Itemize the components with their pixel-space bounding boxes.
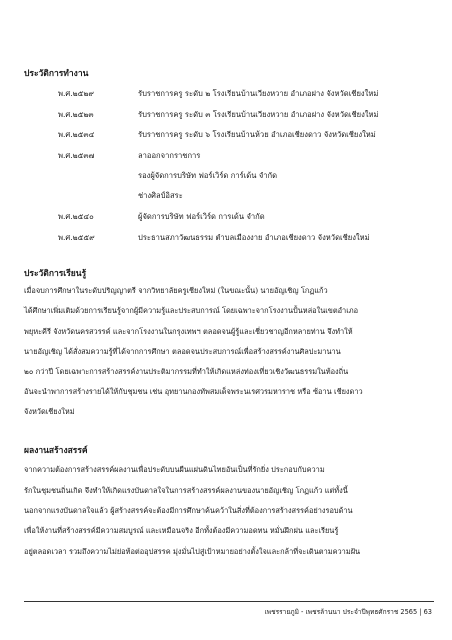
work-history-year: พ.ศ.๒๕๕๙ bbox=[58, 233, 95, 242]
learning-history-line: นายอัญเชิญ ได้สั่งสมความรู้ที่ได้จากการศึกษา ตลอดจนประสบการณ์เพื่อสร้างสรรค์งานศิลปะมานาน bbox=[24, 347, 341, 356]
work-history-year: พ.ศ.๒๕๒๙ bbox=[58, 89, 94, 98]
learning-history-line: พยุหะคีรี จังหวัดนครสวรรค์ และจากโรงงานในกรุงเทพฯ ตลอดจนผู้รู้และเชี่ยวชาญอีกหลายท่าน จึงทำให้ bbox=[24, 327, 353, 336]
page-footer: เพชรรายภูมิ - เพชรล้านนา ประจำปีพุทธศักราช 2565 | 63 bbox=[264, 608, 432, 616]
learning-history-line: ๒๐ กว่าปี โดยเฉพาะการสร้างสรรค์งานประติมากรรมที่ทำให้เกิดแหล่งท่องเที่ยวเชิงวัฒนธรรมในท้องถิ่น bbox=[24, 367, 349, 376]
creative-works-line: อยู่ตลอดเวลา รวมถึงความไม่ย่อท้อต่ออุปสรรค มุ่งมั่นไปสู่เป้าหมายอย่างตั้งใจและกล้าที่จะเดินตามความฝัน bbox=[24, 547, 361, 556]
work-history-desc: รองผู้จัดการบริษัท ฟอร์เวิร์ด การ์เด้น จำกัด bbox=[138, 171, 278, 180]
footer-divider bbox=[24, 601, 434, 602]
creative-works-line: เพื่อให้งานที่สร้างสรรค์มีความสมบูรณ์ และเหมือนจริง อีกทั้งต้องมีความอดทน หมั่นฝึกฝน และเรียนรู้ bbox=[24, 526, 339, 535]
creative-works-line: จากความต้องการสร้างสรรค์ผลงานเพื่อประดับบนผืนแผ่นดินไทยอันเป็นที่รักยิ่ง ประกอบกับความ bbox=[24, 465, 325, 474]
work-history-year: พ.ศ.๒๕๒๓ bbox=[58, 110, 94, 119]
work-history-desc: ประธานสภาวัฒนธรรม ตำบลเมืองงาย อำเภอเชียงดาว จังหวัดเชียงใหม่ bbox=[138, 233, 370, 242]
learning-history-heading: ประวัติการเรียนรู้ bbox=[24, 269, 87, 279]
learning-history-line: จังหวัดเชียงใหม่ bbox=[24, 407, 75, 416]
work-history-desc: ลาออกจากราชการ bbox=[138, 151, 201, 160]
learning-history-line: ได้ศึกษาเพิ่มเติมด้วยการเรียนรู้จากผู้มีความรู้และประสบการณ์ โดยเฉพาะจากโรงงานปั้นหล่อในเขตอำเภอ bbox=[24, 306, 359, 315]
creative-works-heading: ผลงานสร้างสรรค์ bbox=[24, 446, 88, 456]
creative-works-line: นอกจากแรงบันดาลใจแล้ว ผู้สร้างสรรค์จะต้องมีการศึกษาค้นคว้าในสิ่งที่ต้องการสร้างสรรค์อย่างรอบด้าน bbox=[24, 506, 353, 515]
work-history-desc: ผู้จัดการบริษัท ฟอร์เวิร์ด การเด้น จำกัด bbox=[138, 212, 265, 221]
work-history-heading: ประวัติการทำงาน bbox=[24, 69, 89, 79]
work-history-year: พ.ศ.๒๕๓๗ bbox=[58, 151, 95, 160]
creative-works-line: รักในชุมชนถิ่นเกิด จึงทำให้เกิดแรงบันดาลใจในการสร้างสรรค์ผลงานของนายอัญเชิญ โกฏแก้ว แต่ทั้งนี้ bbox=[24, 486, 348, 495]
work-history-year: พ.ศ.๒๕๓๔ bbox=[58, 130, 95, 139]
learning-history-line: อันจะนำพาการสร้างรายได้ให้กับชุมชน เช่น อุทยานกองทัพสมเด็จพระนเรศวรมหาราช หรือ ซ้อาน เชียงดาว bbox=[24, 387, 363, 396]
work-history-desc: รับราชการครู ระดับ ๓ โรงเรียนบ้านเวียงหวาย อำเภอฝาง จังหวัดเชียงใหม่ bbox=[138, 110, 379, 119]
learning-history-line: เมื่อจบการศึกษาในระดับปริญญาตรี จากวิทยาลัยครูเชียงใหม่ (ในขณะนั้น) นายอัญเชิญ โกฏแก้ว bbox=[24, 286, 328, 295]
work-history-year: พ.ศ.๒๕๔๐ bbox=[58, 212, 94, 221]
work-history-desc: รับราชการครู ระดับ ๖ โรงเรียนบ้านห้วย อำเภอเชียงดาว จังหวัดเชียงใหม่ bbox=[138, 130, 376, 139]
work-history-desc: รับราชการครู ระดับ ๒ โรงเรียนบ้านเวียงหวาย อำเภอฝาง จังหวัดเชียงใหม่ bbox=[138, 89, 379, 98]
work-history-desc: ช่างศิลป์อิสระ bbox=[138, 191, 183, 200]
